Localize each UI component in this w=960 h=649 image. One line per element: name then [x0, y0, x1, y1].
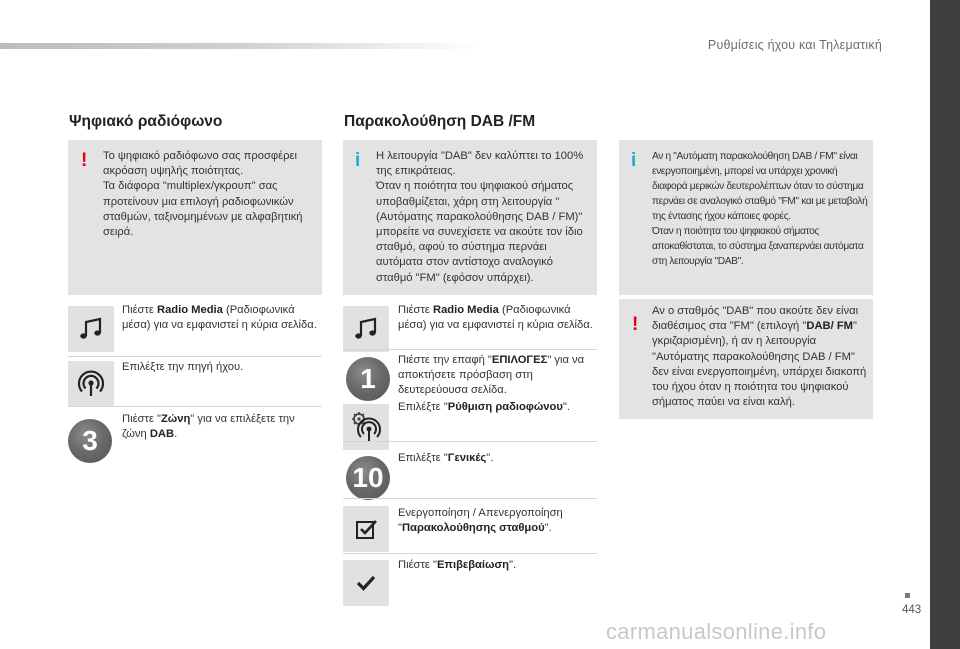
gear-radio-icon: [349, 410, 383, 444]
page-number: 443: [902, 604, 922, 616]
section-title-digital-radio: Ψηφιακό ραδιόφωνο: [69, 113, 223, 130]
warning-box-digital-radio: [68, 140, 322, 295]
middle-step-5: Ενεργοποίηση / Απενεργοποίηση "Παρακολούθησης σταθμού".: [398, 507, 563, 535]
info-box-dab: [343, 140, 597, 295]
warning-text: Αν ο σταθμός "DAB" που ακούτε δεν είναι διαθέσιμος στα "FM" (επιλογή "DAB/ FM" γκριζαρισμένη), ή αν η λειτουργία "Αυτόματης παρακολούθησης DAB / FM" δεν είναι ενεργοποιημένη, υπάρχει διακοπή του ήχου όταν η ποιότητα του ψηφιακού σήματος παύει να είναι καλή.: [652, 305, 867, 409]
middle-step-1: Πιέστε Radio Media (Ραδιοφωνικά μέσα) για να εμφανιστεί η κύρια σελίδα.: [398, 304, 593, 332]
confirm-icon-box: [343, 560, 389, 606]
left-step-3: Πιέστε "Ζώνη" για να επιλέξετε την ζώνη DAB.: [122, 413, 295, 441]
radio-media-icon-box: [343, 306, 389, 352]
source-icon-box: [68, 361, 114, 407]
middle-step-6: Πιέστε "Επιβεβαίωση".: [398, 559, 517, 571]
middle-step-2: Πιέστε την επαφή "ΕΠΙΛΟΓΕΣ" για να αποκτήσετε πρόσβαση στη δευτερεύουσα σελίδα.: [398, 354, 585, 397]
page-header-title: Ρυθμίσεις ήχου και Τηλεματική: [707, 38, 882, 52]
section-title-dab-fm: Παρακολούθηση DAB /FM: [344, 113, 536, 130]
left-step-1: Πιέστε Radio Media (Ραδιοφωνικά μέσα) για να εμφανιστεί η κύρια σελίδα.: [122, 304, 317, 332]
toggle-icon-box: [343, 506, 389, 552]
music-note-icon: [76, 314, 106, 344]
middle-step-4: Επιλέξτε "Γενικές".: [398, 452, 494, 464]
warning-icon: !: [632, 314, 639, 335]
left-step-2: Επιλέξτε την πηγή ήχου.: [122, 361, 244, 373]
general-step-badge: 10: [346, 456, 390, 500]
divider: [68, 406, 322, 407]
checkbox-icon: [353, 516, 379, 542]
divider: [343, 553, 597, 554]
info-text: Η λειτουργία "DAB" δεν καλύπτει το 100% της επικράτειας. Όταν η ποιότητα του ψηφιακού σήματος υποβαθμίζεται, χάρη στη λειτουργία "(Αυτόματης παρακολούθησης DAB / FM)" μπορείτε να συνεχίσετε να ακούτε τον ίδιο σταθμό, αφού το σύστημα περνάει αυτόματα στον αντίστοχο αναλογικό σταθμό "FM" (εφόσον υπάρχει).: [376, 150, 584, 284]
info-icon: i: [631, 150, 637, 171]
watermark: carmanualsonline.info: [606, 619, 827, 644]
divider: [343, 349, 597, 350]
divider: [343, 441, 597, 442]
warning-text: Το ψηφιακό ραδιόφωνο σας προσφέρει ακρόαση υψηλής ποιότητας. Τα διάφορα "multiplex/γκρουπ" σας προτείνουν μια επιλογή ραδιοφωνικών σταθμών, ταξινομημένων με αλφαβητική σειρά.: [103, 150, 303, 239]
info-box-auto-follow: [619, 140, 873, 295]
check-icon: [354, 571, 378, 595]
music-note-icon: [351, 314, 381, 344]
warning-icon: !: [81, 150, 88, 171]
middle-step-3: Επιλέξτε "Ρύθμιση ραδιοφώνου".: [398, 401, 570, 413]
divider: [343, 498, 597, 499]
radio-media-icon-box: [68, 306, 114, 352]
info-text: Αν η "Αυτόματη παρακολούθηση DAB / FM" είναι ενεργοποιημένη, μπορεί να υπάρχει χρονική διαφορά μερικών δευτερολέπτων όταν το σύστημα περνάει σε αναλογικό σταθμό "FM" και με μεταβολή της έντασης ήχου κάποιες φορές. Όταν η ποιότητα του ψηφιακού σήματος αποκαθίσταται, το σύστημα ξαναπερνάει αυτόματα στη λειτουργία "DAB".: [652, 151, 868, 267]
radio-signal-icon: [76, 369, 106, 399]
warning-box-dab-unavailable: [619, 299, 873, 419]
radio-settings-icon-box: [343, 404, 389, 450]
continue-marker: [905, 593, 910, 598]
side-tab: [930, 0, 960, 649]
options-step-badge: 1: [346, 357, 390, 401]
zone-step-badge: 3: [68, 419, 112, 463]
header-rule: [0, 43, 480, 49]
info-icon: i: [355, 150, 361, 171]
divider: [68, 356, 322, 357]
